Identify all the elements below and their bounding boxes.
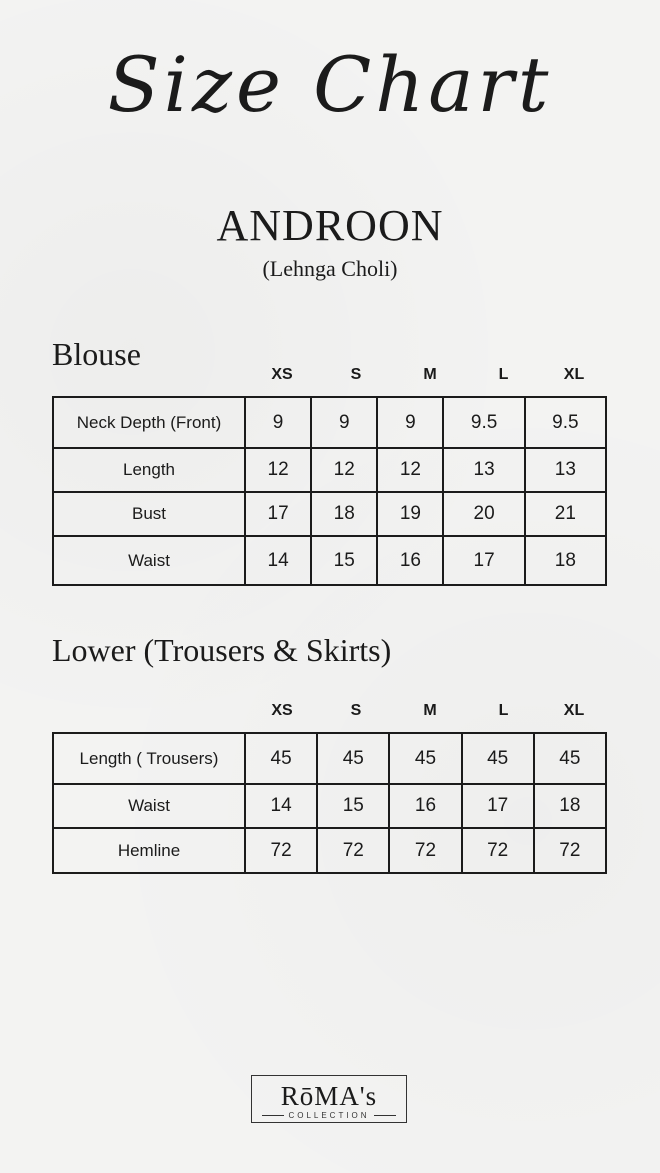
cell-value: 16 [377,536,443,585]
page-title: Size Chart [107,40,553,129]
table-row [53,536,606,585]
table-row [53,784,606,828]
cell-value: 9 [311,397,377,448]
cell-value: 15 [311,536,377,585]
cell-value: 9.5 [525,397,606,448]
size-label-l: L [498,366,509,383]
size-label-xl: XL [563,702,585,719]
logo-rule-right [374,1115,396,1116]
cell-value: 17 [462,784,534,828]
collection-name: ANDROON [216,201,444,250]
cell-value: 12 [311,448,377,492]
size-label-xs: XS [271,702,293,719]
table-row [53,828,606,873]
logo-tagline: COLLECTION [288,1111,370,1120]
row-label: Length ( Trousers) [53,733,245,784]
cell-value: 14 [245,536,311,585]
logo-tagline-row [252,1111,406,1120]
size-label-l: L [498,702,509,719]
brand-logo [251,1075,407,1123]
lower-size-header [245,702,608,720]
size-label-m: M [423,366,437,383]
blouse-size-header [245,366,608,384]
size-label-xl: XL [563,366,585,383]
cell-value: 18 [525,536,606,585]
cell-value: 72 [317,828,389,873]
row-label: Neck Depth (Front) [53,397,245,448]
cell-value: 45 [317,733,389,784]
cell-value: 18 [311,492,377,536]
size-label-xs: XS [271,366,293,383]
cell-value: 15 [317,784,389,828]
row-label: Waist [53,536,245,585]
row-label: Waist [53,784,245,828]
lower-table [52,732,607,874]
collection-subtitle: (Lehnga Choli) [262,256,398,281]
cell-value: 21 [525,492,606,536]
table-row [53,492,606,536]
cell-value: 18 [534,784,606,828]
cell-value: 72 [534,828,606,873]
cell-value: 12 [245,448,311,492]
lower-section-title: Lower (Trousers & Skirts) [52,632,392,668]
cell-value: 16 [389,784,461,828]
cell-value: 72 [245,828,317,873]
cell-value: 17 [245,492,311,536]
blouse-table [52,396,607,586]
row-label: Hemline [53,828,245,873]
blouse-section-title: Blouse [52,336,141,372]
cell-value: 12 [377,448,443,492]
logo-name: RōMA's [280,1081,378,1111]
table-row [53,397,606,448]
cell-value: 45 [534,733,606,784]
cell-value: 45 [462,733,534,784]
table-row [53,448,606,492]
size-label-s: S [350,366,362,383]
cell-value: 14 [245,784,317,828]
cell-value: 9 [377,397,443,448]
cell-value: 45 [389,733,461,784]
cell-value: 17 [443,536,524,585]
row-label: Bust [53,492,245,536]
cell-value: 13 [525,448,606,492]
cell-value: 72 [389,828,461,873]
cell-value: 9 [245,397,311,448]
cell-value: 13 [443,448,524,492]
cell-value: 19 [377,492,443,536]
size-label-m: M [423,702,437,719]
cell-value: 20 [443,492,524,536]
row-label: Length [53,448,245,492]
table-row [53,733,606,784]
logo-rule-left [262,1115,284,1116]
size-label-s: S [350,702,362,719]
cell-value: 9.5 [443,397,524,448]
cell-value: 45 [245,733,317,784]
cell-value: 72 [462,828,534,873]
